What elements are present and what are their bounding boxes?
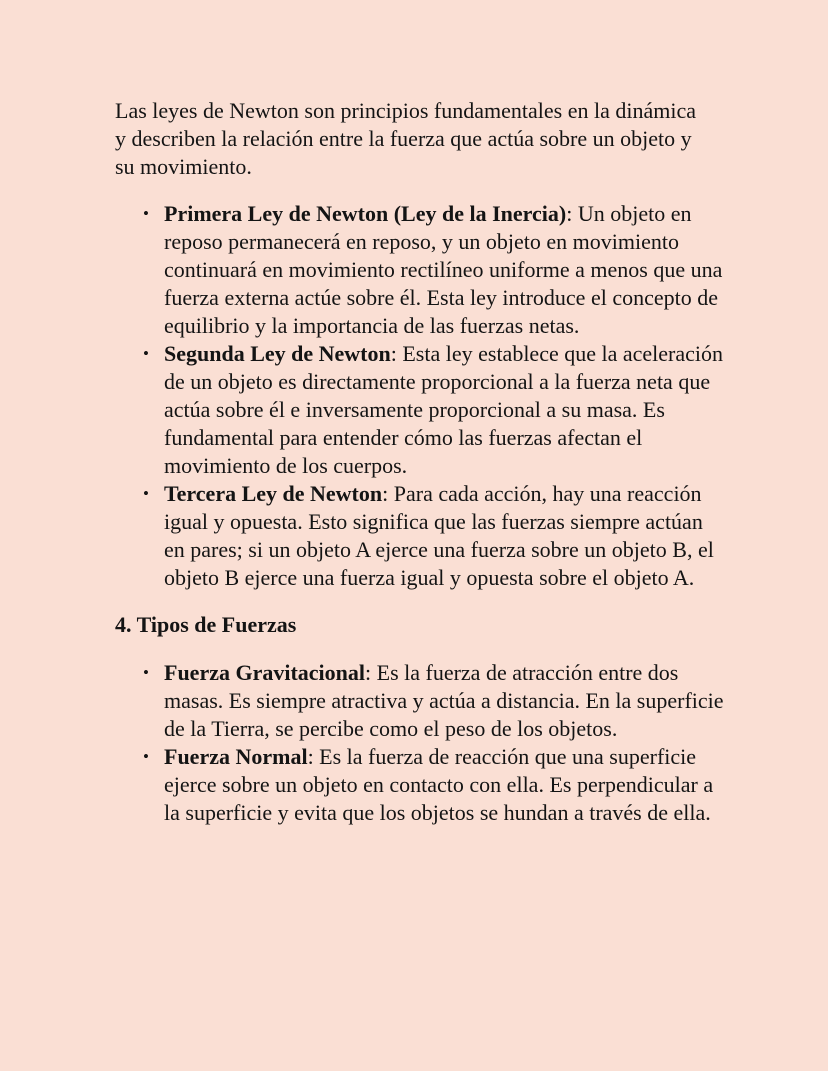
bullet-icon: •	[143, 747, 149, 766]
list-item-gravitational-force	[143, 659, 728, 743]
law-description: : Un objeto en reposo permanecerá en reposo, y un objeto en movimiento continuará en movimiento rectilíneo uniforme a menos que una fuerza externa actúe sobre él. Esta ley introduce el concepto de equilibrio y la importancia de las fuerzas netas.	[164, 201, 723, 338]
list-item-normal-force	[143, 743, 728, 827]
list-item-first-law	[143, 200, 728, 340]
newton-laws-list	[115, 200, 728, 592]
force-types-list	[115, 659, 728, 827]
section-heading: 4. Tipos de Fuerzas	[115, 612, 297, 637]
law-description: : Esta ley establece que la aceleración de un objeto es directamente proporcional a la fuerza neta que actúa sobre él e inversamente proporcional a su masa. Es fundamental para entender cómo las fuerzas afectan el movimiento de los cuerpos.	[164, 341, 724, 478]
force-term: Fuerza Normal	[164, 744, 308, 769]
force-term: Fuerza Gravitacional	[164, 660, 366, 685]
bullet-icon: •	[143, 204, 149, 223]
force-description: : Es la fuerza de atracción entre dos masas. Es siempre atractiva y actúa a distancia. En la superficie de la Tierra, se percibe como el peso de los objetos.	[164, 660, 724, 741]
law-term: Primera Ley de Newton (Ley de la Inercia)	[164, 201, 567, 226]
intro-paragraph: Las leyes de Newton son principios fundamentales en la dinámica y describen la relación entre la fuerza que actúa sobre un objeto y su movimiento.	[115, 98, 696, 179]
list-item-third-law	[143, 480, 728, 592]
law-term: Segunda Ley de Newton	[164, 341, 391, 366]
bullet-icon: •	[143, 344, 149, 363]
force-description: : Es la fuerza de reacción que una superficie ejerce sobre un objeto en contacto con ella. Es perpendicular a la superficie y evita que los objetos se hundan a través de ella.	[164, 744, 714, 825]
bullet-icon: •	[143, 663, 149, 682]
list-item-second-law	[143, 340, 728, 480]
law-term: Tercera Ley de Newton	[164, 481, 383, 506]
bullet-icon: •	[143, 484, 149, 503]
law-description: : Para cada acción, hay una reacción igual y opuesta. Esto significa que las fuerzas siempre actúan en pares; si un objeto A ejerce una fuerza sobre un objeto B, el objeto B ejerce una fuerza igual y opuesta sobre el objeto A.	[164, 481, 714, 590]
